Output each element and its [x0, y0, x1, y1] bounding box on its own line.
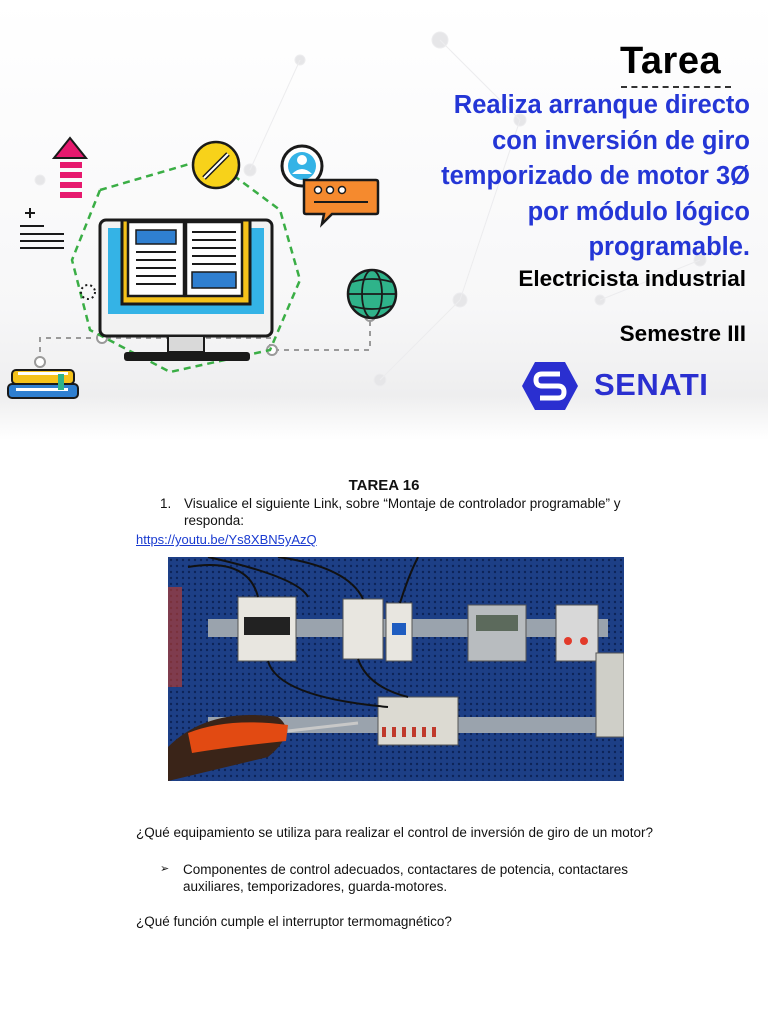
arrow-up-icon: [54, 138, 86, 198]
semester-label: Semestre III: [619, 321, 746, 346]
career-name: Electricista industrial: [518, 266, 746, 291]
pencil-icon: [193, 142, 239, 188]
task-headline: [370, 88, 750, 266]
question-3: ¿Qué función cumple el interruptor termomagnético?: [136, 914, 452, 929]
chat-bubble-icon: [304, 180, 378, 224]
senati-logo-icon: [520, 360, 580, 412]
headline-line: por módulo lógico: [527, 197, 750, 226]
header-banner: [0, 0, 768, 440]
answer-text: Componentes de control adecuados, contactares de potencia, contactares auxiliares, temporizadores, guarda-motores.: [183, 862, 629, 894]
task-number-title: TAREA 16: [348, 477, 420, 494]
headline-line: programable.: [588, 233, 750, 261]
video-link[interactable]: https://youtu.be/Ys8XBN5yAzQ: [136, 532, 317, 547]
senati-logo-text: SENATI: [594, 367, 709, 402]
plc-panel-photo: [168, 557, 624, 781]
headline-line: con inversión de giro: [492, 126, 750, 155]
question-2: ¿Qué equipamiento se utiliza para realizar el control de inversión de giro de un motor?: [136, 825, 654, 840]
books-icon: [8, 370, 78, 398]
globe-icon: [348, 270, 396, 318]
arrow-bullet-icon: ➢: [160, 863, 170, 875]
headline-line: temporizado de motor 3Ø: [441, 162, 750, 190]
senati-logo: [520, 360, 740, 412]
question-number: 1.: [160, 496, 172, 511]
headline-line: Realiza arranque directo: [453, 91, 750, 119]
question-text: Visualice el siguiente Link, sobre “Montaje de controlador programable” y responda:: [184, 496, 621, 528]
task-tag: Tarea: [620, 40, 722, 82]
